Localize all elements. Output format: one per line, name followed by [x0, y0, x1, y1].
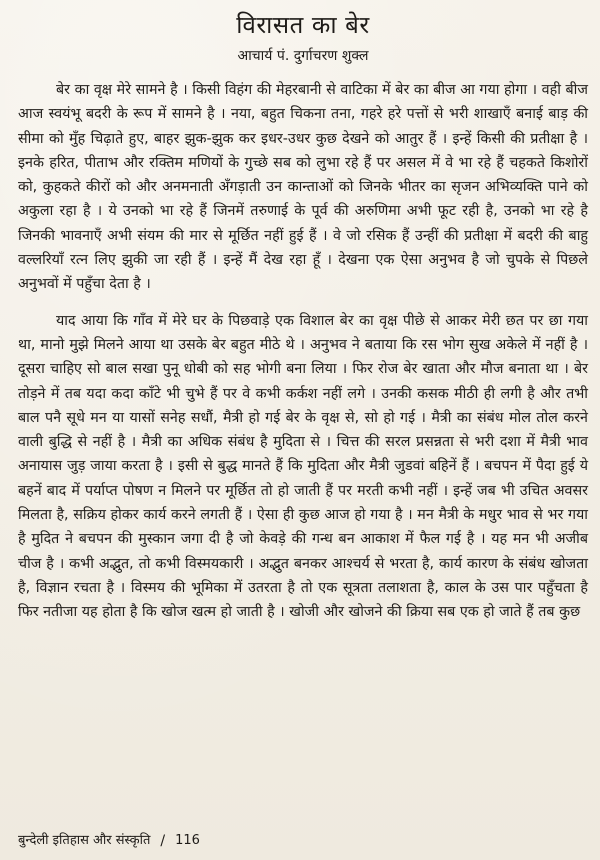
page-footer [18, 832, 200, 850]
page-number: 116 [175, 833, 200, 848]
paragraph-2: याद आया कि गाँव में मेरे घर के पिछवाड़े एक विशाल बेर का वृक्ष पीछे से आकर मेरी छत पर छा गया था, मानो मुझे मिलने आया था उसके बेर बहुत मीठे थे । अनुभव ने बताया कि रस भोग सुख अकेले में नहीं है । दूसरा चाहिए सो बाल सखा पुनू धोबी को सह भोगी बना लिया । फिर रोज बेर खाता और मौज बनाता था । बेर तोड़ने में तब यदा कदा काँटे भी चुभे हैं पर वे कभी कर्कश नहीं लगे । उनकी कसक मीठी ही लगी है और तभी बाल पनै सूधे मन या यासों सनेह सधौं, मैत्री हो गई बेर के वृक्ष से, सो हो गई । मैत्री का संबंध मोल तोल करने वाली बुद्धि से नहीं है । मैत्री का अधिक संबंध है मुदिता से । चित्त की सरल प्रसन्नता से भरी दशा में मैत्री भाव अनायास जुड़ जाया करता है । इसी से बुद्ध मानते हैं कि मुदिता और मैत्री जुडवां बहिनें हैं । बचपन में पैदा हुई ये बहनें बाद में पर्याप्त पोषण न मिलने पर मूर्छित तो हो जाती हैं पर मरती कभी नहीं । इन्हें जब भी उचित अवसर मिलता है, सक्रिय होकर कार्य करने लगती हैं । ऐसा ही कुछ आज हो गया है । मन मैत्री के मधुर भाव से भर गया है मुदित ने बचपन की मुस्कान जगा दी है जो केवड़े की गन्ध बन आकाश में फैल गई है । यह मन भी अजीब चीज है । कभी अद्भुत, तो कभी विस्मयकारी । अद्भुत बनकर आश्चर्य से भरता है, कार्य कारण के संबंध खोजता है, विज्ञान रचता है । विस्मय की भूमिका में उतरता है तो एक सूत्रता तलाशता है, काल के उस पार पहुँचता है फिर नतीजा यह होता है कि खोज खत्म हो जाती है । खोजी और खोजने की क्रिया सब एक हो जाते हैं तब कुछ [18, 312, 588, 621]
book-title: बुन्देली इतिहास और संस्कृति [18, 833, 151, 848]
footer-separator: / [160, 833, 166, 849]
author-name: आचार्य पं. दुर्गाचरण शुक्ल [237, 48, 369, 64]
paragraph-1: बेर का वृक्ष मेरे सामने है । किसी विहंग की मेहरबानी से वाटिका में बेर का बीज आ गया होगा । वही बीज आज स्वयंभू बदरी के रूप में सामने है । नया, बहुत चिकना तना, गहरे हरे पत्तों से भरी शाखाएँ बनाई बाड़ की सीमा को मुँह चिढ़ाते हुए, बाहर झुक-झुक कर इधर-उधर कुछ देखने को आतुर हैं । इन्हें किसी की प्रतीक्षा है । इनके हरित, पीताभ और रक्तिम मणियों के गुच्छे सब को लुभा रहे हैं पर असल में वे भा रहे हैं चहकते किशोरों को, कुहकते कीरों को और अनमनाती अँगड़ाती उन कान्ताओं को जिनके भीतर का सृजन अभिव्यक्ति पाने को अकुला रहा है । ये उनको भा रहे हैं जिनमें तरुणाई के पूर्व की अरुणिमा अभी फूट रही है, उनको भा रहे है जिनकी भावनाएँ अभी संयम की मार से मूर्छित नहीं हुई हैं । वे जो रसिक हैं उन्हीं की प्रतीक्षा में बदरी की बाहु वल्लरियाँ रत्न लिए झुकी जा रही हैं । इन्हें मैं देख रहा हूँ । देखना एक ऐसा अनुभव है जो चुपके से पिछले अनुभवों में पहुँचा देता है । [18, 82, 588, 293]
page-title: विरासत का बेर [236, 11, 370, 39]
